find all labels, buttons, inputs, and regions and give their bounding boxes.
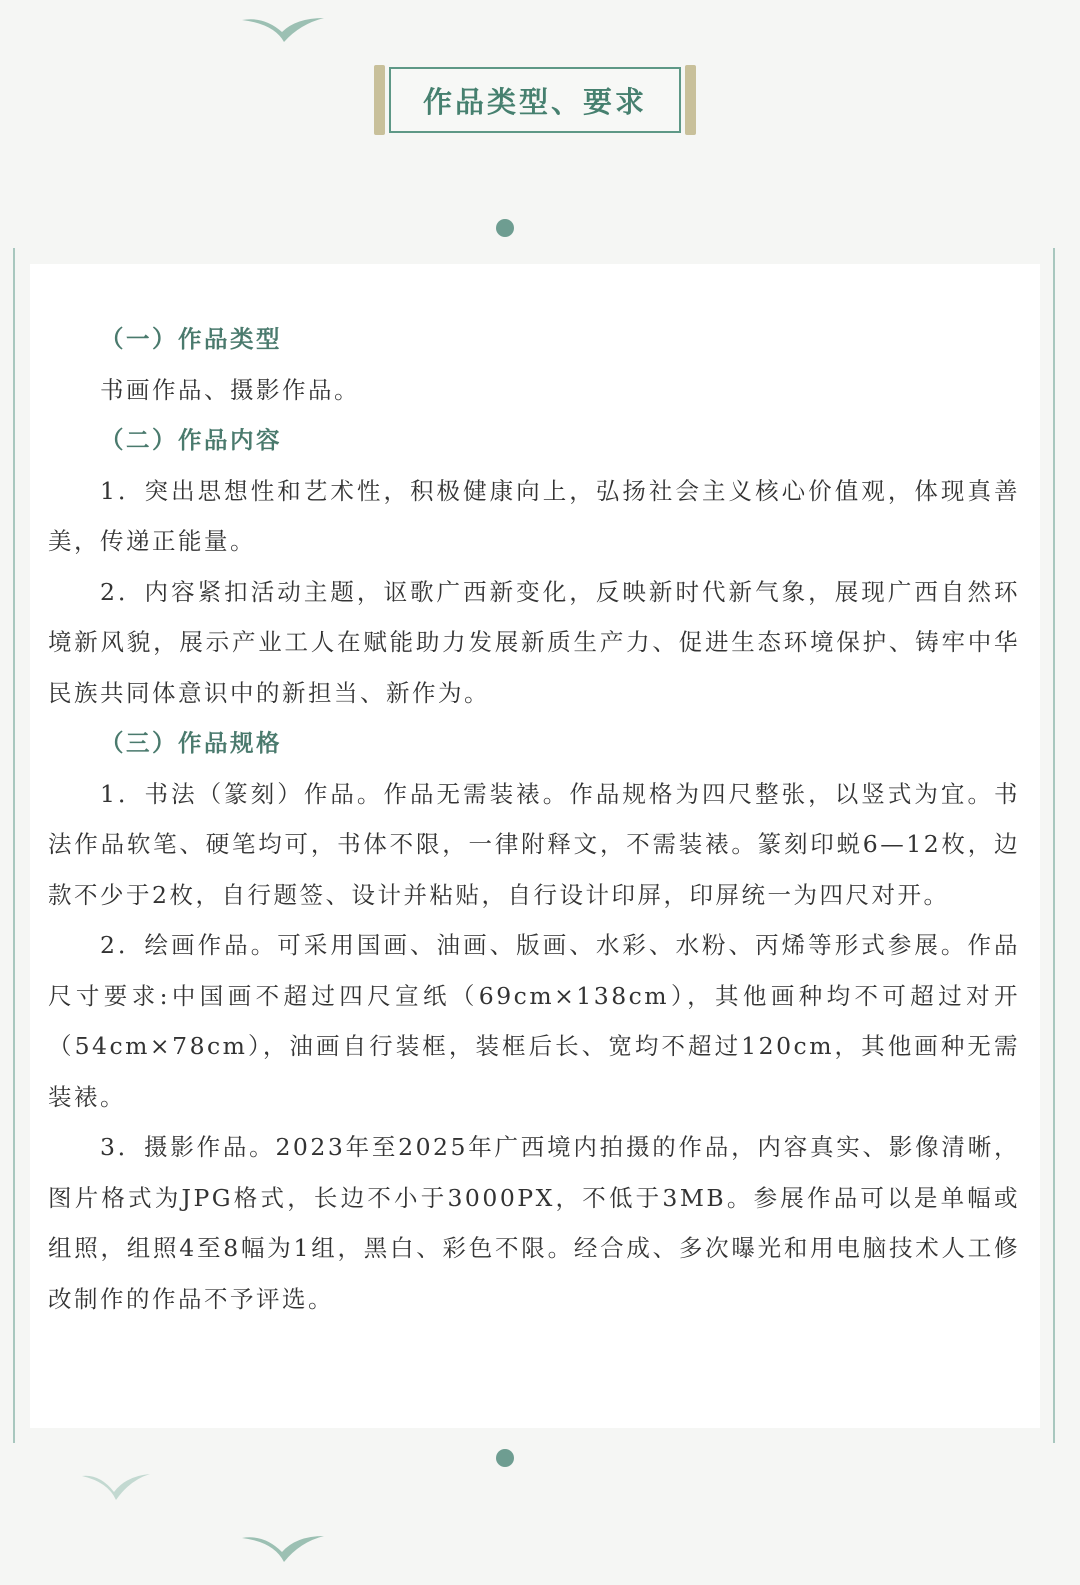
frame-line-left: [13, 248, 15, 1443]
content-body: [48, 314, 1020, 1324]
paragraph-content-2: 2．内容紧扣活动主题，讴歌广西新变化，反映新时代新气象，展现广西自然环境新风貌，展示产业工人在赋能助力发展新质生产力、促进生态环境保护、铸牢中华民族共同体意识中的新担当、新作为。: [48, 577, 1020, 707]
paragraph-content-1: 1．突出思想性和艺术性，积极健康向上，弘扬社会主义核心价值观，体现真善美，传递正能量。: [48, 476, 1020, 555]
bird-icon-bottom: [240, 1530, 326, 1564]
paragraph-specs-3: 3．摄影作品。2023年至2025年广西境内拍摄的作品，内容真实、影像清晰，图片格式为JPG格式，长边不小于3000PX，不低于3MB。参展作品可以是单幅或组照，组照4至8幅为1组，黑白、彩色不限。经合成、多次曝光和用电脑技术人工修改制作的作品不予评选。: [48, 1133, 1020, 1313]
section-heading-content: （二）作品内容: [100, 426, 282, 454]
paragraph-specs-1: 1．书法（篆刻）作品。作品无需装裱。作品规格为四尺整张，以竖式为宜。书法作品软笔、硬笔均可，书体不限，一律附释文，不需装裱。篆刻印蜕6—12枚，边款不少于2枚，自行题签、设计并粘贴，自行设计印屏，印屏统一为四尺对开。: [48, 779, 1020, 909]
bird-icon-top: [240, 12, 326, 44]
frame-line-right: [1053, 248, 1055, 1443]
page-title: 作品类型、要求: [389, 67, 681, 133]
dot-icon-top: [496, 219, 514, 237]
section-heading-specs: （三）作品规格: [100, 729, 282, 757]
title-bar-left: [374, 65, 385, 135]
section-heading-types: （一）作品类型: [100, 325, 282, 353]
title-banner: [374, 62, 696, 138]
paragraph-types: 书画作品、摄影作品。: [100, 375, 360, 404]
paragraph-specs-2: 2．绘画作品。可采用国画、油画、版画、水彩、水粉、丙烯等形式参展。作品尺寸要求:中国画不超过四尺宣纸（69cm×138cm），其他画种均不可超过对开（54cm×78cm），油画自行装框，装框后长、宽均不超过120cm，其他画种无需装裱。: [48, 931, 1020, 1111]
title-bar-right: [685, 65, 696, 135]
dot-icon-bottom: [496, 1449, 514, 1467]
bird-icon-lower-left: [80, 1470, 152, 1502]
